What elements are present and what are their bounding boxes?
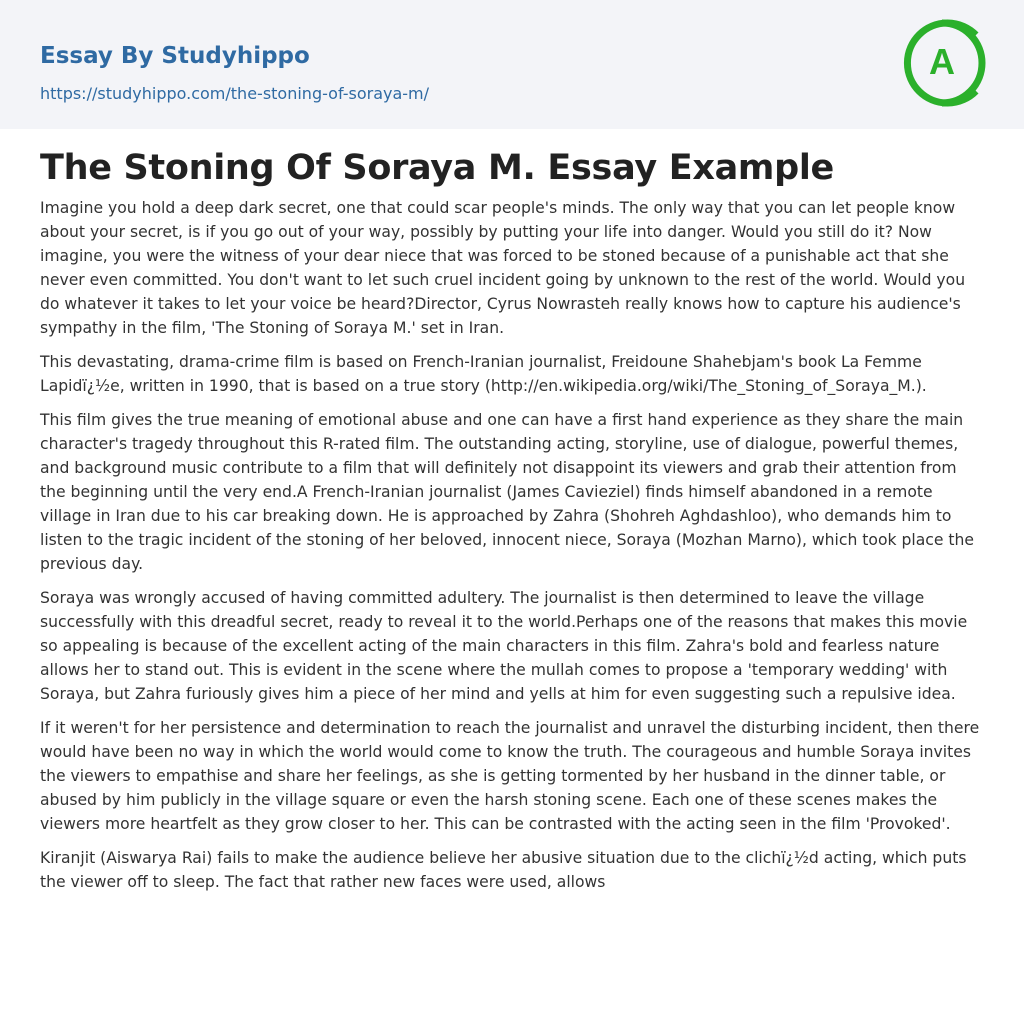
article-paragraph: Kiranjit (Aiswarya Rai) fails to make the audience believe her abusive situation due to the clichï¿½d acting, which puts the viewer off to sleep. The fact that rather new faces were used, allows (40, 849, 967, 891)
article-paragraph: This film gives the true meaning of emotional abuse and one can have a first hand experience as they share the main character's tragedy throughout this R-rated film. The outstanding acting, storyline, use of dialogue, powerful themes, and background music contribute to a film that will definitely not disappoint its viewers and grab their attention from the beginning until the very end.A French-Iranian journalist (James Cavieziel) finds himself abandoned in a remote village in Iran due to his car breaking down. He is approached by Zahra (Shohreh Aghdashloo), who demands him to listen to the tragic incident of the stoning of her beloved, innocent niece, Soraya (Mozhan Marno), which took place the previous day. (40, 411, 974, 573)
article (40, 146, 984, 904)
article-paragraph: Imagine you hold a deep dark secret, one that could scar people's minds. The only way that you can let people know about your secret, is if you go out of your way, possibly by putting your life into danger. Would you still do it? Now imagine, you were the witness of your dear niece that was forced to be stoned because of a punishable act that she never even committed. You don't want to let such cruel incident going by unknown to the rest of the world. Would you do whatever it takes to let your voice be heard?Director, Cyrus Nowrasteh really knows how to capture his audience's sympathy in the film, 'The Stoning of Soraya M.' set in Iran. (40, 199, 966, 337)
logo-letter: A (929, 41, 955, 82)
article-paragraph: This devastating, drama-crime film is based on French-Iranian journalist, Freidoune Shahebjam's book La Femme Lapidï¿½e, written in 1990, that is based on a true story (http://en.wikipedia.org/wiki/The_Stoning_of_Soraya_M.). (40, 353, 927, 395)
article-paragraph: Soraya was wrongly accused of having committed adultery. The journalist is then determined to leave the village successfully with this dreadful secret, ready to reveal it to the world.Perhaps one of the reasons that makes this movie so appealing is because of the excellent acting of the main characters in this film. Zahra's bold and fearless nature allows her to stand out. This is evident in the scene where the mullah comes to propose a 'temporary wedding' with Soraya, but Zahra furiously gives him a piece of her mind and yells at him for even suggesting such a repulsive idea. (40, 589, 968, 703)
article-paragraph: If it weren't for her persistence and determination to reach the journalist and unravel the disturbing incident, then there would have been no way in which the world would come to know the truth. The courageous and humble Soraya invites the viewers to empathise and share her feelings, as she is getting tormented by her husband in the dinner table, or abused by him publicly in the village square or even the harsh stoning scene. Each one of these scenes makes the viewers more heartfelt as they grow closer to her. This can be contrasted with the acting seen in the film 'Provoked'. (40, 719, 980, 833)
site-brand[interactable]: Essay By Studyhippo (40, 43, 310, 69)
logo-a-icon (896, 17, 988, 109)
page-title: The Stoning Of Soraya M. Essay Example (40, 148, 834, 188)
source-url-link[interactable]: https://studyhippo.com/the-stoning-of-soraya-m/ (40, 84, 430, 103)
site-header (0, 0, 1024, 129)
studyhippo-logo[interactable] (896, 17, 988, 109)
